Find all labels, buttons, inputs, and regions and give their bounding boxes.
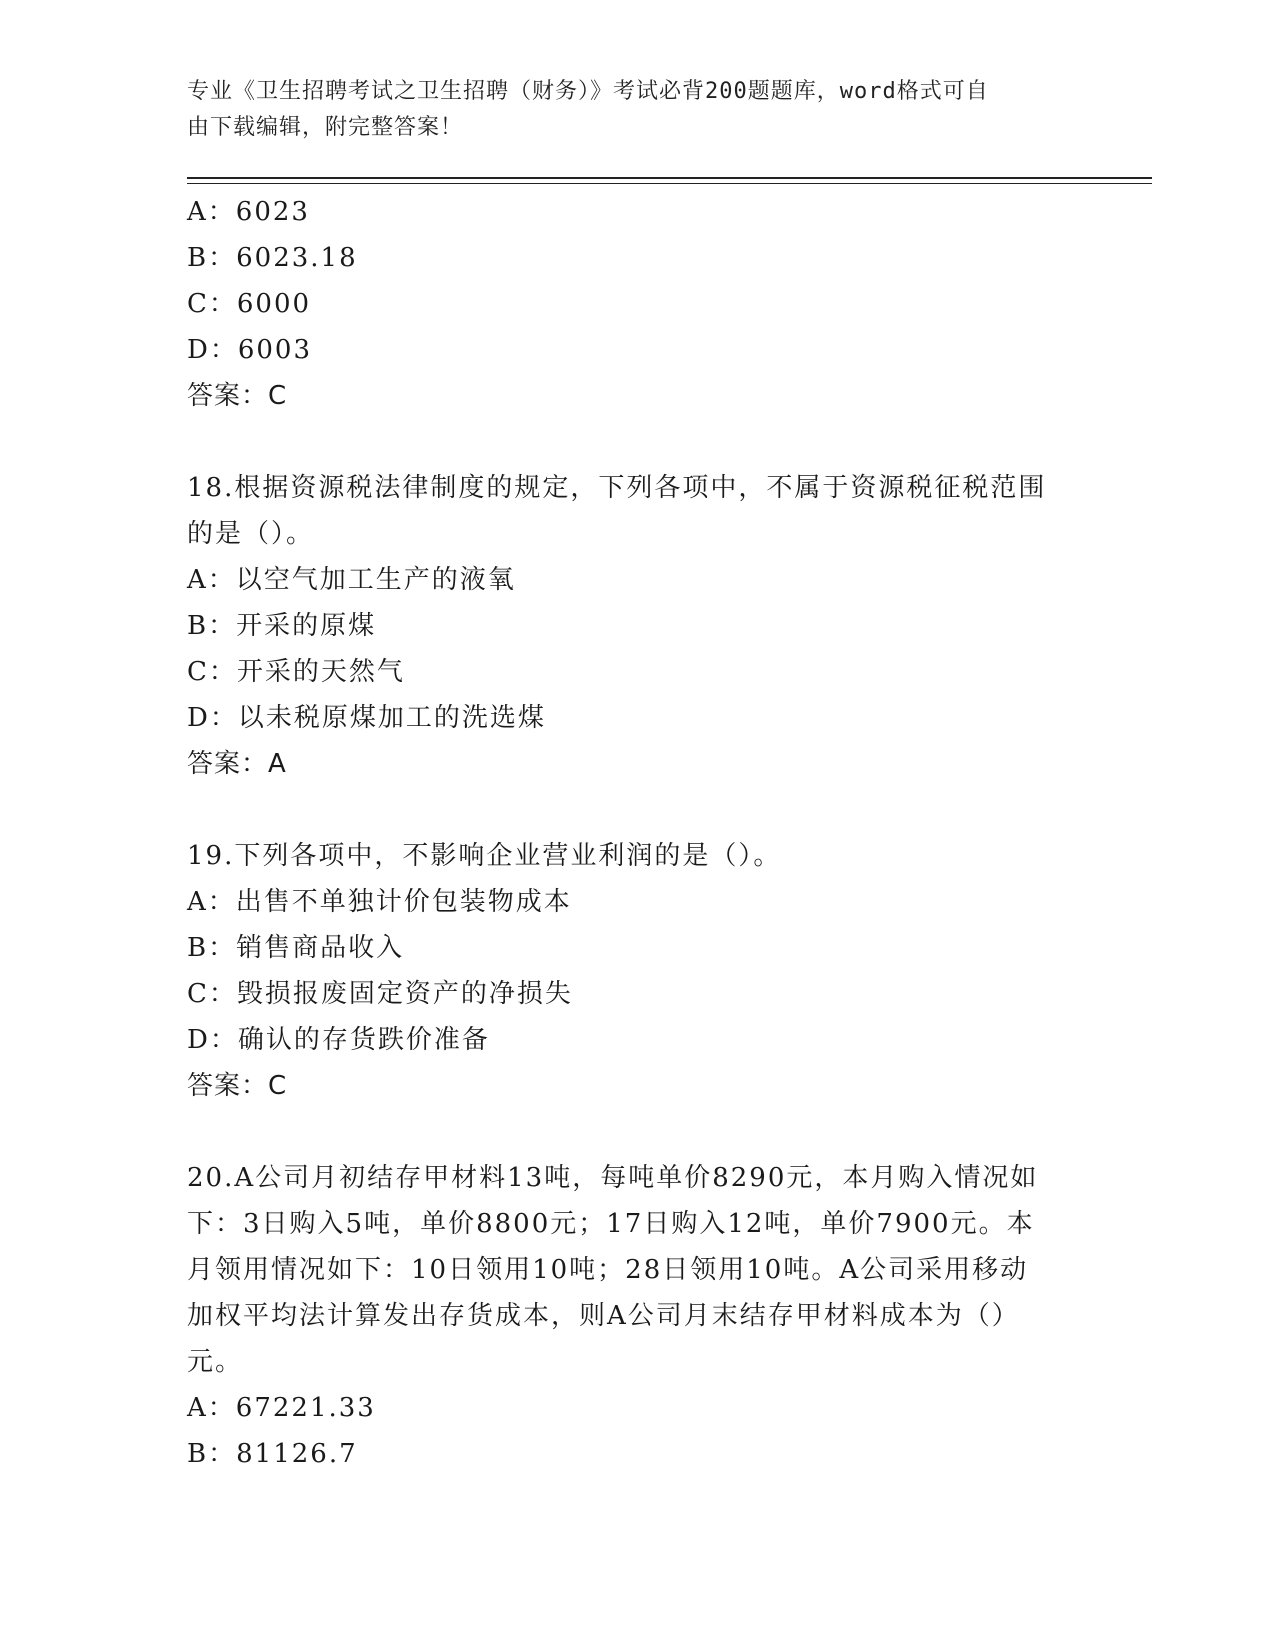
- answer: 答案：C: [187, 1071, 288, 1101]
- question-content: [187, 189, 1087, 1477]
- question-stem-line: 月领用情况如下：10日领用10吨；28日领用10吨。A公司采用移动: [187, 1255, 1029, 1285]
- answer: 答案：C: [187, 381, 288, 411]
- spacer: [187, 1109, 1087, 1155]
- header-line-2: 由下载编辑，附完整答案！: [187, 115, 464, 140]
- option-c: C：6000: [187, 289, 312, 319]
- question-stem-line: 元。: [187, 1347, 244, 1377]
- option-a: A：67221.33: [187, 1393, 376, 1423]
- header-divider-thin: [187, 183, 1152, 184]
- option-c: C：开采的天然气: [187, 657, 405, 687]
- option-a: A：以空气加工生产的液氧: [187, 565, 516, 595]
- option-c: C：毁损报废固定资产的净损失: [187, 979, 573, 1009]
- header-divider-thick: [187, 177, 1152, 179]
- option-b: B：6023.18: [187, 243, 358, 273]
- option-d: D：以未税原煤加工的洗选煤: [187, 703, 546, 733]
- header-line-1: 专业《卫生招聘考试之卫生招聘（财务）》考试必背200题题库，word格式可自: [187, 79, 989, 104]
- question-stem-line: 18.根据资源税法律制度的规定，下列各项中，不属于资源税征税范围: [187, 473, 1047, 503]
- spacer: [187, 419, 1087, 465]
- question-stem-line: 加权平均法计算发出存货成本，则A公司月末结存甲材料成本为（）: [187, 1301, 1020, 1331]
- answer: 答案：A: [187, 749, 287, 779]
- spacer: [187, 787, 1087, 833]
- question-20: [187, 1155, 1087, 1477]
- question-18: [187, 465, 1087, 787]
- option-a: A：6023: [187, 197, 310, 227]
- question-19: [187, 833, 1087, 1109]
- option-a: A：出售不单独计价包装物成本: [187, 887, 572, 917]
- question-17: [187, 189, 1087, 419]
- document-header: [187, 74, 1067, 146]
- question-stem-line: 的是（）。: [187, 519, 315, 549]
- option-b: B：81126.7: [187, 1439, 358, 1469]
- option-d: D：6003: [187, 335, 313, 365]
- option-d: D：确认的存货跌价准备: [187, 1025, 490, 1055]
- option-b: B：开采的原煤: [187, 611, 377, 641]
- question-stem-line: 20.A公司月初结存甲材料13吨，每吨单价8290元，本月购入情况如: [187, 1163, 1039, 1193]
- option-b: B：销售商品收入: [187, 933, 405, 963]
- question-stem-line: 19.下列各项中，不影响企业营业利润的是（）。: [187, 841, 782, 871]
- question-stem-line: 下：3日购入5吨，单价8800元；17日购入12吨，单价7900元。本: [187, 1209, 1035, 1239]
